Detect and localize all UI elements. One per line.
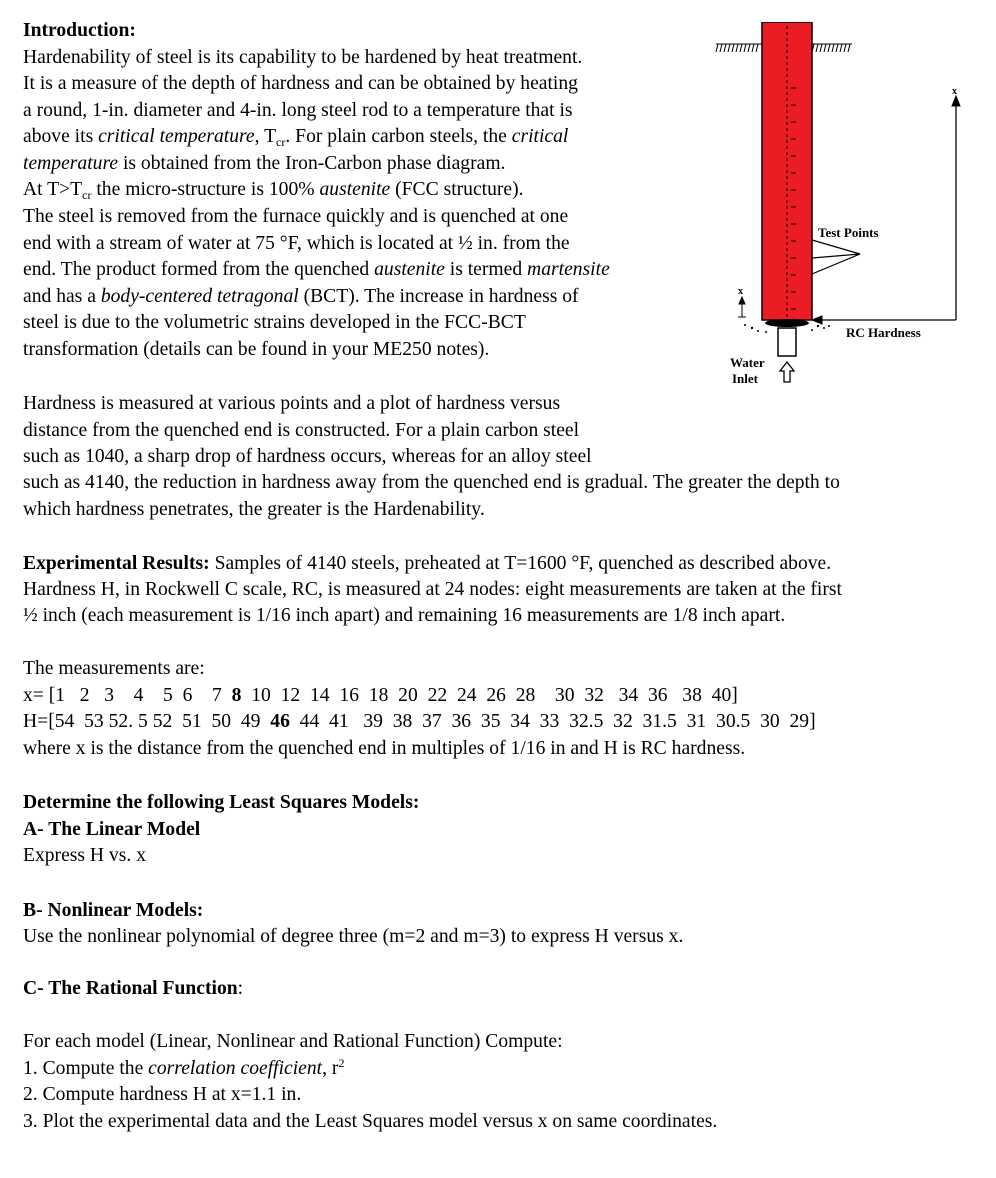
experimental-line-3: ½ inch (each measurement is 1/16 inch apart) and remaining 16 measurements are 1/8 inch apart. xyxy=(23,605,786,626)
water-label: Water xyxy=(730,355,765,370)
nonlinear-model-title: B- Nonlinear Models: xyxy=(23,900,204,921)
intro-heading: Introduction: xyxy=(23,20,136,41)
intro-line-12: transformation (details can be found in your ME250 notes). xyxy=(23,339,490,360)
intro-line-8: end with a stream of water at 75 °F, which is located at ½ in. from the xyxy=(23,233,570,254)
hardness-line-5: which hardness penetrates, the greater is the Hardenability. xyxy=(23,499,485,520)
hardness-line-4: such as 4140, the reduction in hardness away from the quenched end is gradual. The greater the depth to xyxy=(23,472,840,493)
intro-line-1: Hardenability of steel is its capability to be hardened by heat treatment. xyxy=(23,47,583,68)
x-dimension-left xyxy=(738,297,746,317)
linear-model-text: Express H vs. x xyxy=(23,845,146,866)
task-1: 1. Compute the correlation coefficient, $r^2$ xyxy=(23,1056,345,1079)
test-points-leader-lines xyxy=(812,240,860,274)
linear-model-title: A- The Linear Model xyxy=(23,819,201,840)
jominy-test-diagram xyxy=(700,22,990,392)
task-3: 3. Plot the experimental data and the Least Squares model versus x on same coordinates. xyxy=(23,1111,718,1132)
x-dimension-left-label: x xyxy=(738,286,743,297)
measurements-intro: The measurements are: xyxy=(23,658,205,679)
intro-line-3: a round, 1-in. diameter and 4-in. long steel rod to a temperature that is xyxy=(23,100,573,121)
water-flow-arrow xyxy=(780,362,794,382)
x-values: x= [1 2 3 4 5 6 7 8 10 12 14 16 18 20 22 24 26 28 30 32 34 36 38 40] xyxy=(23,685,738,706)
rational-function-title: C- The Rational Function: xyxy=(23,978,244,999)
measurements-note: where x is the distance from the quenched end in multiples of 1/16 in and H is RC hardness. xyxy=(23,738,746,759)
hatched-clamp-left xyxy=(716,44,762,52)
each-model-text: For each model (Linear, Nonlinear and Rational Function) Compute: xyxy=(23,1031,563,1052)
task-2: 2. Compute hardness H at x=1.1 in. xyxy=(23,1084,302,1105)
determine-heading: Determine the following Least Squares Models: xyxy=(23,792,420,813)
intro-line-2: It is a measure of the depth of hardness and can be obtained by heating xyxy=(23,73,578,94)
intro-line-11: steel is due to the volumetric strains developed in the FCC-BCT xyxy=(23,312,526,333)
inlet-label: Inlet xyxy=(732,371,758,386)
intro-line-7: The steel is removed from the furnace quickly and is quenched at one xyxy=(23,206,569,227)
hatched-clamp-right xyxy=(812,44,852,52)
nonlinear-model-text: Use the nonlinear polynomial of degree three (m=2 and m=3) to express H versus x. xyxy=(23,926,684,947)
intro-line-4: above its critical temperature, $T_{cr}$. For plain carbon steels, the critical xyxy=(23,126,569,149)
experimental-line-2: Hardness H, in Rockwell C scale, RC, is measured at 24 nodes: eight measurements are taken at the first xyxy=(23,579,842,600)
rc-hardness-label: RC Hardness xyxy=(846,325,921,340)
axis-x-label: x xyxy=(952,86,957,97)
intro-line-6: At $T>T_{cr}$ the micro-structure is 100% austenite (FCC structure). xyxy=(23,179,524,202)
intro-line-5: temperature is obtained from the Iron-Carbon phase diagram. xyxy=(23,153,506,174)
rc-hardness-axis xyxy=(812,96,960,324)
intro-line-10: and has a body-centered tetragonal (BCT). The increase in hardness of xyxy=(23,286,579,307)
experimental-line-1: Experimental Results: Samples of 4140 steels, preheated at T=1600 °F, quenched as described above. xyxy=(23,553,832,574)
hardness-line-3: such as 1040, a sharp drop of hardness occurs, whereas for an alloy steel xyxy=(23,446,592,467)
water-nozzle xyxy=(778,328,796,356)
h-values: H=[54 53 52. 5 52 51 50 49 46 44 41 39 38 37 36 35 34 33 32.5 32 31.5 31 30.5 30 29] xyxy=(23,711,816,732)
test-points-label: Test Points xyxy=(818,225,879,240)
intro-line-9: end. The product formed from the quenched austenite is termed martensite xyxy=(23,259,610,280)
hardness-line-1: Hardness is measured at various points and a plot of hardness versus xyxy=(23,393,561,414)
experimental-heading: Experimental Results: xyxy=(23,553,210,574)
hardness-line-2: distance from the quenched end is constructed. For a plain carbon steel xyxy=(23,420,580,441)
